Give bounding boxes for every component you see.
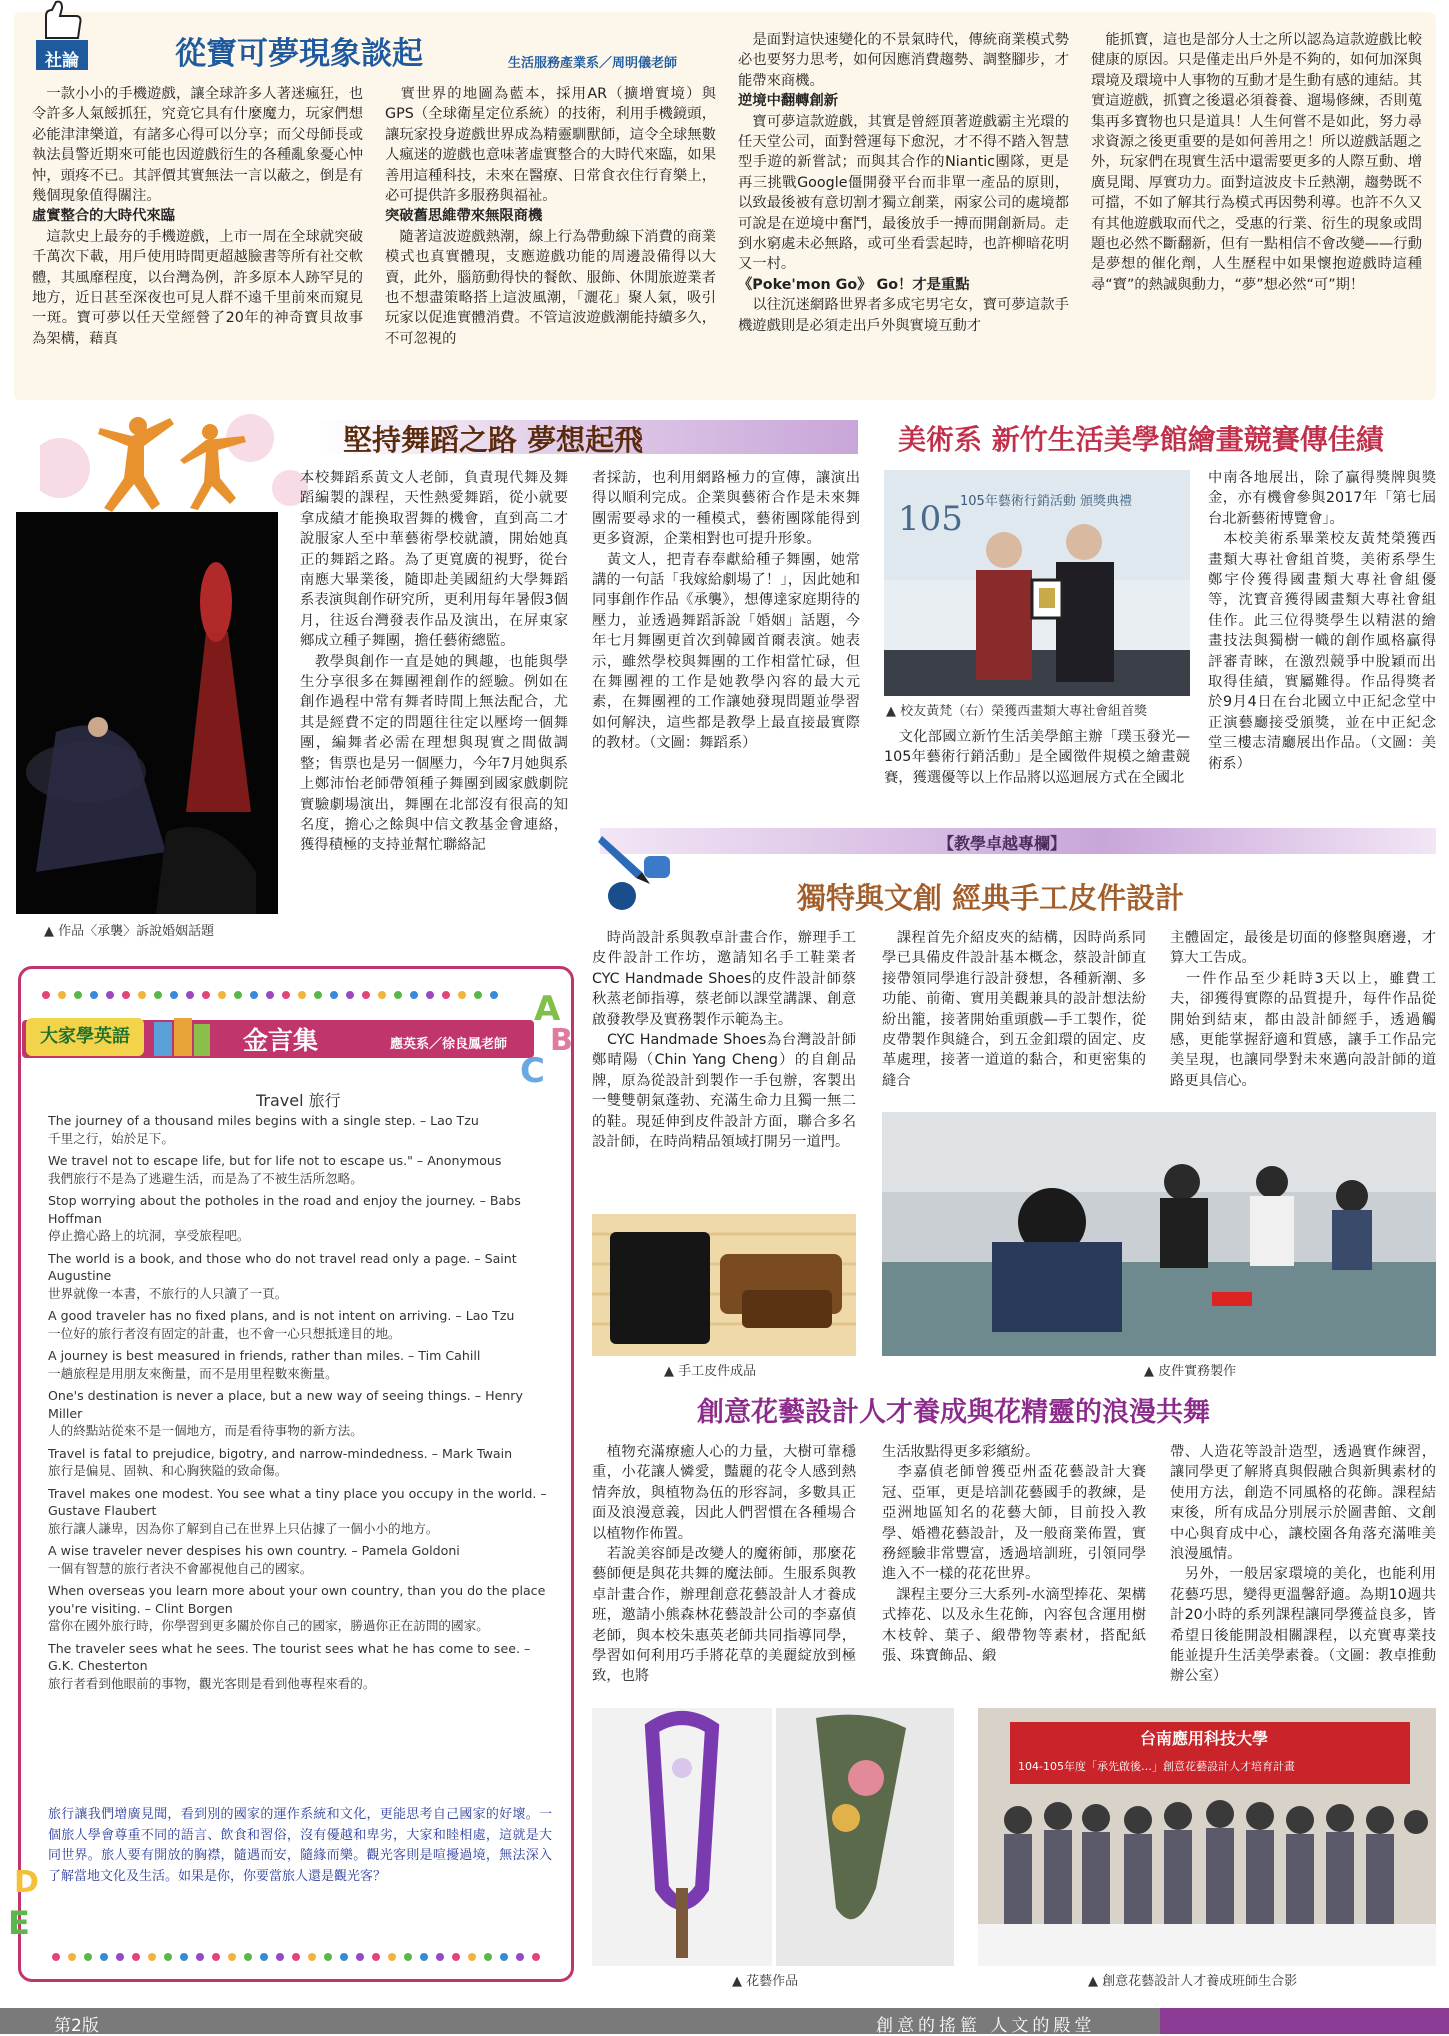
leather-workshop-caption: ▲ 皮件實務製作 xyxy=(1144,1364,1237,1379)
decorative-dot xyxy=(164,1953,172,1961)
dance-photo xyxy=(16,512,278,914)
decorative-dot xyxy=(122,991,130,999)
english-closing: 旅行讓我們增廣見聞，看到別的國家的運作系統和文化，更能思考自己國家的好壞。一個旅人學會尊重不同的語言、飲食和習俗，沒有優越和卑劣，大家和睦相處，這就是大同世界。旅人要有開放的胸襟，隨遇而安，隨緣而樂。觀光客則是喧擾過境，無法深入了解當地文化及生活。如果是你，你要當旅人還是觀光客？ xyxy=(48,1807,552,1884)
quote-chinese: 旅行者看到他眼前的事物，觀光客則是看到他專程來看的。 xyxy=(48,1675,376,1691)
teaching-tag: 【教學卓越專欄】 xyxy=(938,834,1067,853)
teaching-column-2: 課程首先介紹皮夾的結構，因時尚系同學已具備皮件設計基本概念，蔡設計師直接帶領同學進行設計發想，各種新潮、多功能、前衛、實用美觀兼具的設計想法紛紛出籠，接著開始重頭戲—手工製作，從皮帶製作與縫合，到五金釦環的固定、皮革處理，接著一道道的黏合，和更密集的縫合 xyxy=(882,930,1146,1089)
decorative-dot xyxy=(68,1953,76,1961)
dance-photo-caption: ▲ 作品〈承襲〉訴說婚姻話題 xyxy=(44,924,215,939)
quote-english: The world is a book, and those who do not travel read only a page. – Saint Augustine xyxy=(48,1250,517,1283)
quote-english: Travel makes one modest. You see what a tiny place you occupy in the world. – Gustave Flaubert xyxy=(48,1485,547,1518)
dotted-border-bottom xyxy=(52,1952,552,1962)
leather-goods-caption: ▲ 手工皮件成品 xyxy=(664,1364,757,1379)
quote-english: One's destination is never a place, but a new way of seeing things. – Henry Miller xyxy=(48,1388,523,1421)
quote-chinese: 旅行讓人謙卑，因為你了解到自己在世界上只佔據了一個小小的地方。 xyxy=(48,1520,439,1536)
decorative-dot xyxy=(420,1953,428,1961)
decorative-dot xyxy=(170,991,178,999)
decorative-dot xyxy=(372,1953,380,1961)
decorative-dot xyxy=(228,1953,236,1961)
flower-title: 創意花藝設計人才養成與花精靈的浪漫共舞 xyxy=(697,1397,1210,1428)
leather-workshop-photo xyxy=(882,1112,1436,1356)
quote-chinese: 當你在國外旅行時，你學習到更多關於你自己的國家，勝過你正在訪問的國家。 xyxy=(48,1618,489,1633)
quote-english: A good traveler has no fixed plans, and is not intent on arriving. – Lao Tzu xyxy=(48,1308,515,1323)
decorative-dot xyxy=(84,1953,92,1961)
decorative-dot xyxy=(250,991,258,999)
editorial-paragraph: 一款小小的手機遊戲，讓全球許多人著迷瘋狂，也令許多人氣餒抓狂，究竟它具有什麼魔力，玩家們想必能津津樂道，有諸多心得可以分享；而父母師長或執法員警近期來可能也因遊戲衍生的各種亂象憂心忡忡，頭疼不已。其評價其實無法一言以蔽之，倒是有幾個現象值得關注。 xyxy=(32,86,363,205)
decorative-dot xyxy=(116,1953,124,1961)
svg-text:D: D xyxy=(14,1865,39,1900)
quote-chinese: 一位好的旅行者沒有固定的計畫，也不會一心只想抵達目的地。 xyxy=(48,1325,401,1341)
decorative-dot xyxy=(340,1953,348,1961)
de-letters-icon xyxy=(6,1858,56,1942)
english-tag: 大家學英語 xyxy=(26,1018,144,1056)
quote-chinese: 一個有智慧的旅行者決不會鄙視他自己的國家。 xyxy=(48,1560,313,1576)
decorative-dot xyxy=(324,1953,332,1961)
decorative-dot xyxy=(314,991,322,999)
editorial-paragraph: 實世界的地圖為藍本，採用AR（擴增實境）與GPS（全球衛星定位系統）的技術，利用手機鏡頭，讓玩家投身遊戲世界成為精靈馴獸師，這令全球無數人瘋迷的遊戲也意味著虛實整合的大時代來臨，如果善用這種科技，未來在醫療、日常食衣住行育樂上，必可提供許多服務與福祉。 xyxy=(385,86,716,205)
decorative-dot xyxy=(500,1953,508,1961)
flower-work-photo-1 xyxy=(592,1708,772,1966)
flower-class-caption: ▲ 創意花藝設計人才養成班師生合影 xyxy=(1088,1974,1298,1989)
decorative-dot xyxy=(436,1953,444,1961)
quote-english: A journey is best measured in friends, rather than miles. – Tim Cahill xyxy=(48,1348,481,1363)
decorative-dot xyxy=(180,1953,188,1961)
quote-chinese: 旅行是偏見、固執、和心胸狹隘的致命傷。 xyxy=(48,1463,288,1478)
footer-motto: 創意的搖籃 人文的殿堂 xyxy=(876,2016,1096,2036)
dotted-border-top xyxy=(42,990,512,1000)
editorial-column-3 xyxy=(738,30,1069,336)
decorative-dot xyxy=(516,1953,524,1961)
dance-column-2: 者採訪，也利用網路極力的宣傳，讓演出得以順利完成。企業與藝術合作是未來舞團需要尋求的一種模式，藝術團隊能得到更多資源，企業相對也可提升形象。 黃文人，把青春奉獻給種子舞團，她常講的一句話「我嫁給劇場了！」，因此她和同事創作作品《承襲》，想傳達家庭期待的壓力，並透過舞蹈訴說「婚姻」話題，今年七月舞團更首次到韓國首爾表演。她表示，雖然學校與舞團的工作相當忙碌，但在舞團裡的工作是她教學內容的最大元素，在舞團裡的工作讓她發現問題並學習如何解決，這些都是教學上最直接最實際的教材。（文圖：舞蹈系） xyxy=(592,470,860,752)
decorative-dot xyxy=(388,1953,396,1961)
abc-letters-icon xyxy=(516,986,578,1086)
teaching-column-3: 主體固定，最後是切面的修整與磨邊，才算大工告成。 一件作品至少耗時3天以上，雖費工夫，卻獲得實際的品質提升，每件作品從開始到結束，都由設計師經手，透過觸感，更能掌握舒適和質感，讓手工作品完美呈現，也讓同學對未來邁向設計師的道路更具信心。 xyxy=(1170,930,1436,1089)
decorative-dot xyxy=(234,991,242,999)
decorative-dot xyxy=(346,991,354,999)
decorative-dot xyxy=(154,991,162,999)
decorative-dot xyxy=(298,991,306,999)
english-title: 金言集 xyxy=(243,1026,319,1055)
editorial-column-4 xyxy=(1091,30,1422,295)
decorative-dot xyxy=(52,1953,60,1961)
flower-column-2: 生活妝點得更多彩繽紛。 李嘉偵老師曾獲亞州盃花藝設計大賽冠、亞軍，更是培訓花藝國手的教練，是亞洲地區知名的花藝大師，目前投入教學、婚禮花藝設計，及一般商業佈置，實務經驗非常豐富，透過培訓班，引領同學進入不一樣的花花世界。 課程主要分三大系列-水滴型捧花、架構式捧花、以及永生花飾，內容包含運用樹木枝幹、葉子、緞帶物等素材，搭配紙張、珠寶飾品、緞 xyxy=(882,1444,1146,1665)
quote-chinese: 人的終點站從來不是一個地方，而是看待事物的新方法。 xyxy=(48,1423,363,1438)
decorative-dot xyxy=(100,1953,108,1961)
editorial-subheading: 逆境中翻轉創新 xyxy=(738,93,839,110)
leather-goods-photo xyxy=(592,1214,856,1356)
decorative-dot xyxy=(330,991,338,999)
decorative-dot xyxy=(356,1953,364,1961)
editorial-tag: 社論 xyxy=(45,51,79,71)
art-photo-caption: ▲ 校友黃梵（右）榮獲西畫類大專社會組首獎 xyxy=(886,704,1148,719)
art-column-1: 文化部國立新竹生活美學館主辦「璞玉發光—105年藝術行銷活動」是全國徵件規模之繪畫競賽，獲選優等以上作品將以巡迴展方式在全國北 xyxy=(884,729,1190,786)
svg-text:C: C xyxy=(520,1051,545,1086)
decorative-dot xyxy=(490,991,498,999)
teaching-title: 獨特與文創 經典手工皮件設計 xyxy=(797,881,1185,915)
flower-column-3: 帶、人造花等設計造型，透過實作練習，讓同學更了解將真與假融合與新興素材的使用方法，創造不同風格的花飾。課程結束後，所有成品分別展示於圖書館、文創中心與育成中心，讓校園各角落充滿唯美浪漫風情。 另外，一般居家環境的美化，也能利用花藝巧思，變得更溫馨舒適。為期10週共計20小時的系列課程讓同學獲益良多，皆希望日後能開設相關課程，以充實專業技能並提升生活美學素養。（文圖：教卓推動辦公室） xyxy=(1170,1444,1436,1685)
decorative-dot xyxy=(138,991,146,999)
decorative-dot xyxy=(42,991,50,999)
decorative-dot xyxy=(212,1953,220,1961)
decorative-dot xyxy=(244,1953,252,1961)
editorial-paragraph: 寶可夢這款遊戲，其實是曾經頂著遊戲霸主光環的任天堂公司，面對營運每下愈況，才不得不踏入智慧型手遊的新嘗試；而與其合作的Niantic團隊，更是再三挑戰Google僵開發平台而非單一產品的原則，以致最後被有意切割才獨立創業，兩家公司的處境都可說是在逆境中奮鬥，最後放手一搏而開創新局。走到水窮處未必無路，或可坐看雲起時，也許柳暗花明又一村。 xyxy=(738,113,1069,273)
quote-english: The journey of a thousand miles begins with a single step. – Lao Tzu xyxy=(48,1113,479,1128)
quote-english: Stop worrying about the potholes in the road and enjoy the journey. – Babs Hoffman xyxy=(48,1193,521,1226)
quote-english: When overseas you learn more about your own country, than you do the place you're visiting. – Clint Borgen xyxy=(48,1583,546,1616)
flower-sign-subtitle: 104-105年度「承先啟後…」創意花藝設計人才培育計畫 xyxy=(1018,1760,1295,1773)
english-quote-list xyxy=(48,1112,554,1697)
decorative-dot xyxy=(452,1953,460,1961)
editorial-byline: 生活服務產業系／周明儀老師 xyxy=(508,56,678,71)
editorial-subheading: 虛實整合的大時代來臨 xyxy=(32,208,175,225)
editorial-paragraph: 能抓寶，這也是部分人士之所以認為這款遊戲比較健康的原因。只是僅走出戶外是不夠的，如何加深與環境及環境中人事物的互動才是生動有感的連結。其實這遊戲，抓寶之後還必須養養、遛場修練，否則蒐集再多寶物也只是道具！人生何嘗不是如此，努力尋求資源之後更重要的是如何善用之！所以遊戲話題之外，玩家們在現實生活中還需要更多的人際互動、增廣見聞、厚實功力。面對這波皮卡丘熱潮，趨勢既不可擋，不如了解其行為模式再因勢利導。也許不久又有其他遊戲取而代之，受惠的行業、衍生的現象或問題也必然不斷翻新，但有一點相信不會改變——行動是夢想的催化劑，人生歷程中如果懷抱遊戲時這種尋“寶”的熱誠與動力，“夢”想必然“可”期！ xyxy=(1091,32,1422,293)
dance-column-1: 本校舞蹈系黃文人老師，負責現代舞及舞蹈編製的課程，天性熱愛舞蹈，從小就要拿成績才能換取習舞的機會，直到高二才說服家人至中華藝術學校就讀，開始她真正的舞蹈之路。為了更寬廣的視野，從台南應大畢業後，隨即赴美國紐約大學舞蹈系表演與創作研究所，更利用每年暑假3個月，往返台灣發表作品及演出，在屏東家鄉成立種子舞團，擔任藝術總監。 教學與創作一直是她的興趣，也能與學生分享很多在舞團裡創作的經驗。例如在創作過程中常有舞者時間上無法配合，尤其是經費不定的問題往往定以壓垮一個舞團，編舞者必需在理想與現實之間做調整；售票也是另一個壓力，今年7月她與系上鄭沛怡老師帶領種子舞團到國家戲劇院實驗劇場演出，舞團在北部沒有很高的知名度，擔心之餘與中信文教基金會連絡，獲得積極的支持並幫忙聯絡記 xyxy=(300,470,568,854)
editorial-title: 從寶可夢現象談起 xyxy=(175,36,423,72)
decorative-dot xyxy=(442,991,450,999)
quote-english: Travel is fatal to prejudice, bigotry, and narrow-mindedness. – Mark Twain xyxy=(48,1445,513,1461)
quote-chinese: 停止擔心路上的坑洞，享受旅程吧。 xyxy=(48,1228,250,1243)
ink-pen-icon xyxy=(592,826,676,916)
decorative-dot xyxy=(378,991,386,999)
decorative-dot xyxy=(196,1953,204,1961)
editorial-subheading: 突破舊思維帶來無限商機 xyxy=(385,208,543,225)
editorial-paragraph: 隨著這波遊戲熱潮，線上行為帶動線下消費的商業模式也真實體現，支應遊戲功能的周邊設備得以大賣，此外，腦筋動得快的餐飲、服飾、休閒旅遊業者也不想盡策略搭上這波風潮，「灑花」聚人氣，吸引玩家以促進實體消費。不管這波遊戲潮能持續多久，不可忽視的 xyxy=(385,228,716,347)
decorative-dot xyxy=(484,1953,492,1961)
english-topic: Travel 旅行 xyxy=(256,1091,341,1110)
flower-work-photo-2 xyxy=(776,1708,954,1966)
decorative-dot xyxy=(276,1953,284,1961)
quote-chinese: 我們旅行不是為了逃避生活，而是為了不被生活所忽略。 xyxy=(48,1170,363,1186)
editorial-paragraph: 這款史上最夯的手機遊戲，上市一周在全球就突破千萬次下載，用戶使用時間更超越臉書等所有社交軟體，其風靡程度，以台灣為例，許多原本人跡罕見的地方，近日甚至深夜也可見人群不遠千里前來而窺見一斑。寶可夢以任天堂經營了20年的神奇寶貝故事為架構，藉真 xyxy=(32,228,363,347)
decorative-dot xyxy=(202,991,210,999)
decorative-dot xyxy=(186,991,194,999)
teaching-column-1: 時尚設計系與教卓計畫合作，辦理手工皮件設計工作坊，邀請知名手工鞋業者CYC Handmade Shoes的皮件設計師蔡秋蒸老師指導，蔡老師以課堂講課、創意啟發教學及實務製作示範為主。 CYC Handmade Shoes為台灣設計師鄭晴陽（Chin Yang Cheng）的自創品牌，原為從設計到製作一手包辦，客製出一雙雙朝氣蓬勃、充滿生命力且獨一無二的鞋。現延伸到皮件設計方面，聯合多名設計師，在時尚精品領域打開另一道門。 xyxy=(592,930,856,1151)
quote-english: A wise traveler never despises his own country. – Pamela Goldoni xyxy=(48,1543,460,1558)
decorative-dot xyxy=(106,991,114,999)
decorative-dot xyxy=(218,991,226,999)
flower-sign-school: 台南應用科技大學 xyxy=(1140,1729,1269,1748)
decorative-dot xyxy=(292,1953,300,1961)
editorial-column-2 xyxy=(385,84,716,349)
footer-page-number: 第2版 xyxy=(54,2016,99,2036)
decorative-dot xyxy=(282,991,290,999)
decorative-dot xyxy=(132,1953,140,1961)
decorative-dot xyxy=(58,991,66,999)
editorial-paragraph: 是面對這快速變化的不景氣時代，傳統商業模式勢必也要努力思考，如何因應消費趨勢、調整腳步，才能帶來商機。 xyxy=(738,32,1069,89)
quote-english: We travel not to escape life, but for life not to escape us." – Anonymous xyxy=(48,1153,502,1168)
dancer-silhouettes-icon xyxy=(40,408,320,518)
flower-column-1: 植物充滿療癒人心的力量，大樹可靠穩重，小花讓人憐愛，豔麗的花令人感到熱情奔放，與植物為伍的形容詞，多數具正面及浪漫意義，因此人們習慣在各種場合以植物作佈置。 若說美容師是改變人的魔術師，那麼花藝師便是與花共舞的魔法師。生服系與教卓計畫合作，辦理創意花藝設計人才養成班，邀請小熊森林花藝設計公司的李嘉偵老師，與本校朱惠英老師共同指導同學，學習如何利用巧手將花草的美麗綻放到極致，也將 xyxy=(592,1444,856,1685)
decorative-dot xyxy=(308,1953,316,1961)
decorative-dot xyxy=(362,991,370,999)
footer-accent xyxy=(1160,2008,1449,2034)
quote-chinese: 世界就像一本書，不旅行的人只讀了一頁。 xyxy=(48,1285,288,1301)
art-photo-banner: 105年藝術行銷活動 頒獎典禮 xyxy=(960,494,1132,509)
dance-title: 堅持舞蹈之路 夢想起飛 xyxy=(343,423,644,457)
decorative-dot xyxy=(260,1953,268,1961)
editorial-subheading: 《Poke'mon Go》 Go！才是重點 xyxy=(738,276,970,293)
quote-chinese: 千里之行，始於足下。 xyxy=(48,1130,174,1146)
decorative-dot xyxy=(532,1953,540,1961)
decorative-dot xyxy=(458,991,466,999)
decorative-dot xyxy=(474,991,482,999)
svg-text:A: A xyxy=(534,989,561,1029)
decorative-dot xyxy=(394,991,402,999)
decorative-dot xyxy=(404,1953,412,1961)
svg-text:E: E xyxy=(8,1904,30,1942)
decorative-dot xyxy=(410,991,418,999)
quote-chinese: 一趟旅程是用朋友來衡量，而不是用里程數來衡量。 xyxy=(48,1365,338,1381)
books-icon xyxy=(150,1012,214,1062)
quote-english: The traveler sees what he sees. The tourist sees what he has come to see. – G.K. Chesterton xyxy=(48,1640,531,1673)
svg-text:B: B xyxy=(550,1023,573,1058)
editorial-paragraph: 以往沉迷網路世界者多成宅男宅女，寶可夢這款手機遊戲則是必須走出戶外與實境互動才 xyxy=(738,297,1069,334)
decorative-dot xyxy=(426,991,434,999)
decorative-dot xyxy=(148,1953,156,1961)
english-byline: 應英系／徐良鳳老師 xyxy=(390,1037,508,1052)
art-column-2: 中南各地展出，除了贏得獎牌與獎金，亦有機會參與2017年「第七屆台北新藝術博覽會」。 本校美術系畢業校友黃梵榮獲西畫類大專社會組首獎，美術系學生鄭宇伶獲得國畫類大專社會組優等，沈寶音獲得國畫類大專社會組佳作。此三位得獎學生以精湛的繪畫技法與獨樹一幟的創作風格贏得評審青睞，在激烈競爭中脫穎而出取得佳績，實屬難得。作品得獎者於9月4日在台北國立中正紀念堂中正演藝廳接受頒獎，並在中正紀念堂三樓志清廳展出作品。（文圖：美術系） xyxy=(1208,470,1436,772)
decorative-dot xyxy=(90,991,98,999)
svg-text:105: 105 xyxy=(898,499,963,539)
flower-work-caption: ▲ 花藝作品 xyxy=(732,1974,799,1989)
editorial-column-1 xyxy=(32,84,363,349)
decorative-dot xyxy=(468,1953,476,1961)
art-title: 美術系 新竹生活美學館繪畫競賽傳佳績 xyxy=(898,423,1384,456)
decorative-dot xyxy=(266,991,274,999)
decorative-dot xyxy=(74,991,82,999)
